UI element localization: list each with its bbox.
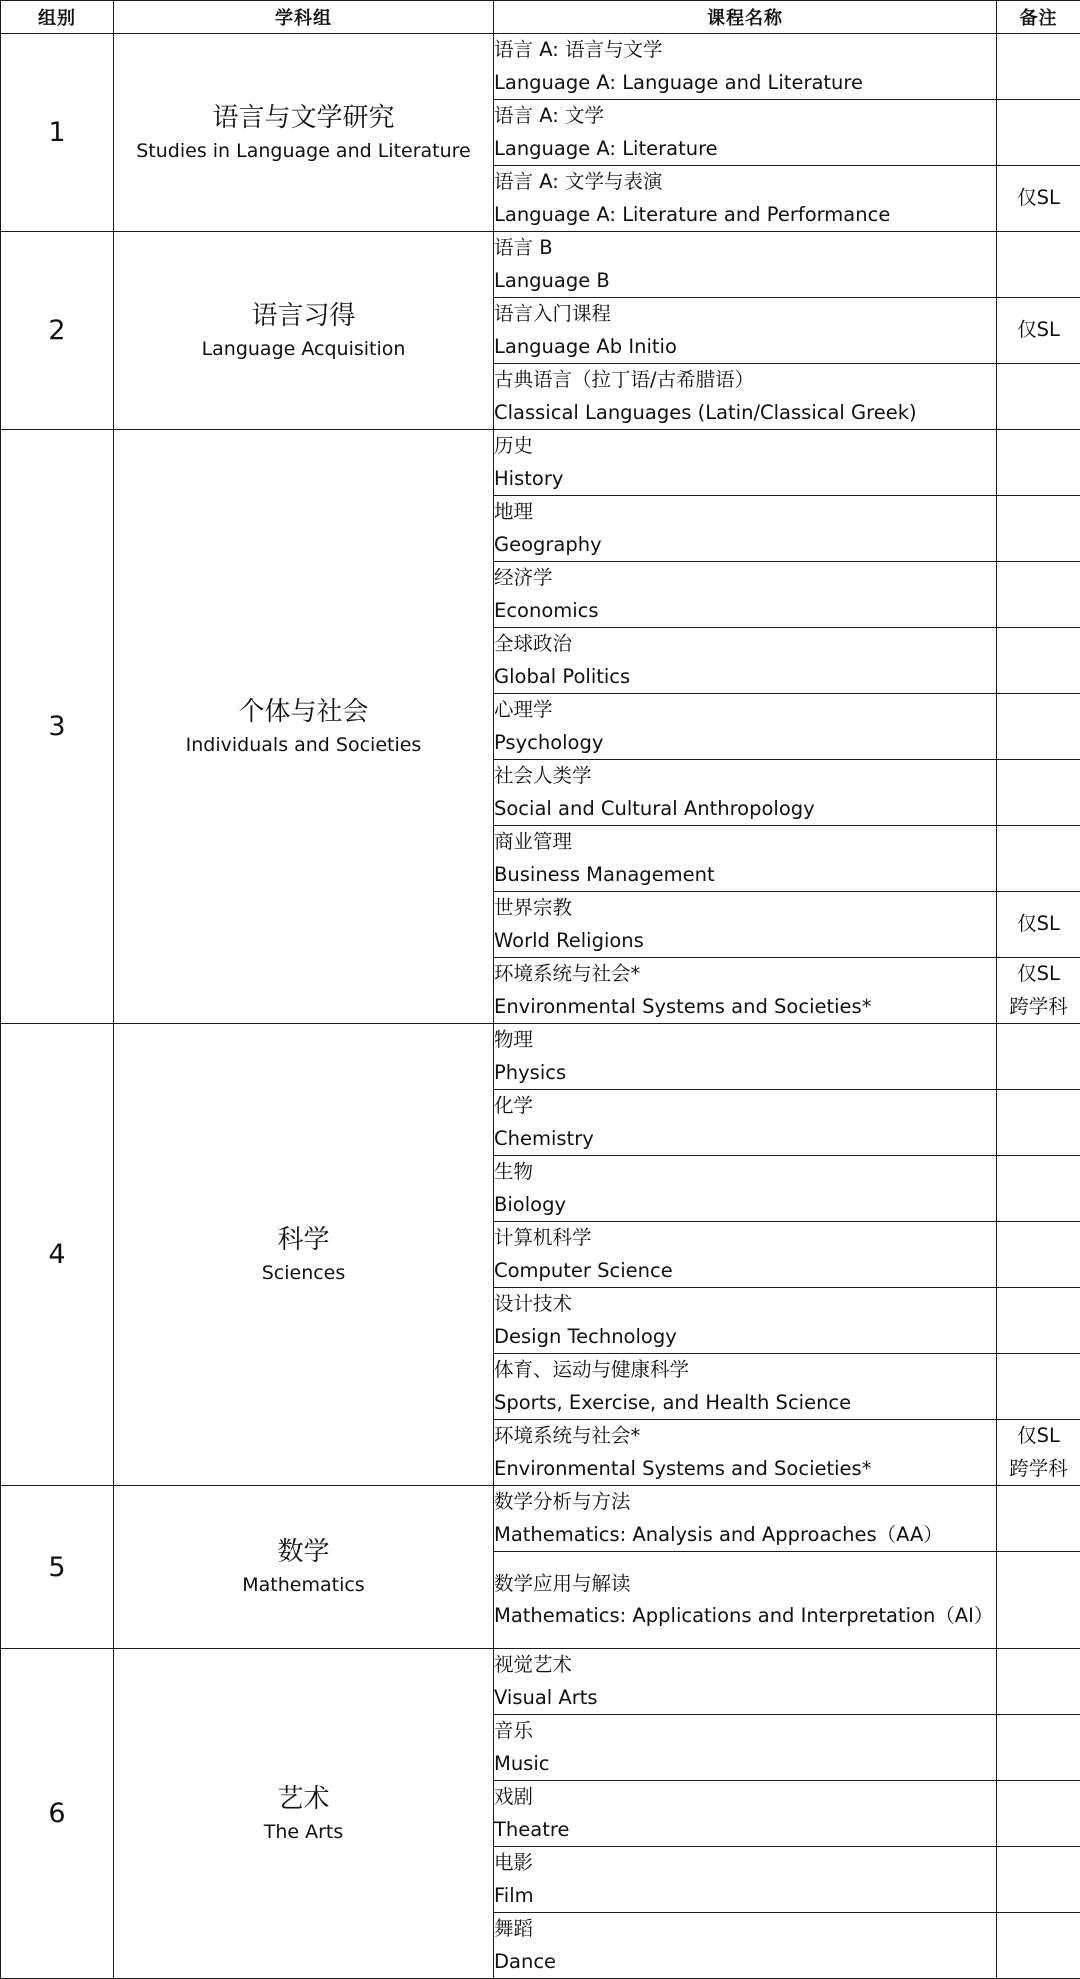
note-cell xyxy=(997,1420,1080,1486)
note-interdisciplinary: 跨学科 xyxy=(997,991,1080,1024)
course-cell xyxy=(494,826,997,892)
note-cell xyxy=(997,298,1080,364)
table-row xyxy=(1,1024,1080,1090)
course-cell xyxy=(494,1486,997,1552)
note-sl-only: 仅SL xyxy=(997,1420,1080,1453)
table-row xyxy=(1,1649,1080,1715)
note-cell xyxy=(997,364,1080,430)
note-cell xyxy=(997,1913,1080,1979)
subject-group-name-en: The Arts xyxy=(114,1817,493,1847)
note-cell xyxy=(997,1486,1080,1552)
course-cell xyxy=(494,430,997,496)
table-body xyxy=(1,34,1080,1979)
note-cell xyxy=(997,496,1080,562)
note-cell xyxy=(997,892,1080,958)
course-name-zh: 语言 A: 语言与文学 xyxy=(494,34,996,67)
course-name-en: Classical Languages (Latin/Classical Greek) xyxy=(494,397,996,430)
note-cell xyxy=(997,232,1080,298)
course-name-zh: 化学 xyxy=(494,1090,996,1123)
course-cell xyxy=(494,1847,997,1913)
note-cell xyxy=(997,1552,1080,1649)
note-cell xyxy=(997,34,1080,100)
course-cell xyxy=(494,760,997,826)
subject-group-cell xyxy=(114,34,494,232)
course-name-zh: 社会人类学 xyxy=(494,760,996,793)
course-name-zh: 心理学 xyxy=(494,694,996,727)
course-name-zh: 古典语言（拉丁语/古希腊语） xyxy=(494,364,996,397)
note-sl-only: 仅SL xyxy=(997,182,1080,215)
subject-group-name-zh: 语言与文学研究 xyxy=(114,100,493,136)
course-name-en: Sports, Exercise, and Health Science xyxy=(494,1387,996,1420)
note-cell xyxy=(997,166,1080,232)
course-name-zh: 戏剧 xyxy=(494,1781,996,1814)
subject-group-cell xyxy=(114,1486,494,1649)
subject-group-name-en: Individuals and Societies xyxy=(114,730,493,760)
note-cell xyxy=(997,1354,1080,1420)
note-cell xyxy=(997,958,1080,1024)
course-name-en: Dance xyxy=(494,1946,996,1979)
course-cell xyxy=(494,298,997,364)
course-name-en: History xyxy=(494,463,996,496)
subject-group-name-zh: 个体与社会 xyxy=(114,694,493,730)
course-name-zh: 环境系统与社会* xyxy=(494,1420,996,1453)
course-cell xyxy=(494,100,997,166)
course-name-en: Physics xyxy=(494,1057,996,1090)
header-course-name: 课程名称 xyxy=(494,1,997,34)
note-cell xyxy=(997,1715,1080,1781)
subject-group-name-zh: 数学 xyxy=(114,1534,493,1570)
subject-group-name-en: Studies in Language and Literature xyxy=(114,136,493,166)
course-name-en: Design Technology xyxy=(494,1321,996,1354)
course-name-zh: 视觉艺术 xyxy=(494,1649,996,1682)
table-row xyxy=(1,34,1080,100)
note-cell xyxy=(997,1222,1080,1288)
course-name-zh: 物理 xyxy=(494,1024,996,1057)
note-sl-only: 仅SL xyxy=(997,314,1080,347)
note-cell xyxy=(997,430,1080,496)
subject-group-name-en: Mathematics xyxy=(114,1570,493,1600)
subject-group-name-zh: 科学 xyxy=(114,1222,493,1258)
header-row xyxy=(1,1,1080,34)
note-cell xyxy=(997,1649,1080,1715)
course-name-en: Music xyxy=(494,1748,996,1781)
course-cell xyxy=(494,628,997,694)
course-name-en: Film xyxy=(494,1880,996,1913)
course-cell xyxy=(494,1156,997,1222)
note-interdisciplinary: 跨学科 xyxy=(997,1453,1080,1486)
course-cell xyxy=(494,1913,997,1979)
course-name-en: Language Ab Initio xyxy=(494,331,996,364)
course-cell xyxy=(494,1552,997,1649)
course-cell xyxy=(494,1781,997,1847)
note-cell xyxy=(997,1847,1080,1913)
course-cell xyxy=(494,1090,997,1156)
group-number: 3 xyxy=(1,430,114,1024)
course-name-en: Global Politics xyxy=(494,661,996,694)
course-cell xyxy=(494,1354,997,1420)
course-name-zh: 全球政治 xyxy=(494,628,996,661)
course-cell xyxy=(494,1024,997,1090)
course-name-en: Business Management xyxy=(494,859,996,892)
table-row xyxy=(1,1486,1080,1552)
course-cell xyxy=(494,892,997,958)
course-name-zh: 数学应用与解读 xyxy=(494,1568,996,1601)
course-cell xyxy=(494,166,997,232)
course-name-en: Visual Arts xyxy=(494,1682,996,1715)
note-cell xyxy=(997,1090,1080,1156)
course-name-zh: 世界宗教 xyxy=(494,892,996,925)
course-cell xyxy=(494,562,997,628)
group-number: 1 xyxy=(1,34,114,232)
course-cell xyxy=(494,1420,997,1486)
course-cell xyxy=(494,34,997,100)
note-cell xyxy=(997,1024,1080,1090)
group-number: 2 xyxy=(1,232,114,430)
course-name-en: Chemistry xyxy=(494,1123,996,1156)
group-number: 6 xyxy=(1,1649,114,1979)
course-name-en: World Religions xyxy=(494,925,996,958)
course-name-en: Language A: Literature and Performance xyxy=(494,199,996,232)
header-note: 备注 xyxy=(997,1,1080,34)
course-name-en: Mathematics: Analysis and Approaches（AA） xyxy=(494,1519,996,1552)
header-group: 组别 xyxy=(1,1,114,34)
subject-group-name-zh: 语言习得 xyxy=(114,298,493,334)
subject-group-name-en: Language Acquisition xyxy=(114,334,493,364)
course-name-en: Computer Science xyxy=(494,1255,996,1288)
course-name-en: Geography xyxy=(494,529,996,562)
note-cell xyxy=(997,562,1080,628)
course-cell xyxy=(494,694,997,760)
course-name-en: Mathematics: Applications and Interpretation（AI） xyxy=(494,1600,996,1633)
course-name-zh: 语言 A: 文学 xyxy=(494,100,996,133)
course-name-zh: 设计技术 xyxy=(494,1288,996,1321)
course-name-zh: 舞蹈 xyxy=(494,1913,996,1946)
subject-group-cell xyxy=(114,1024,494,1486)
course-name-en: Social and Cultural Anthropology xyxy=(494,793,996,826)
course-name-zh: 语言入门课程 xyxy=(494,298,996,331)
subject-group-cell xyxy=(114,430,494,1024)
course-name-zh: 语言 B xyxy=(494,232,996,265)
course-cell xyxy=(494,496,997,562)
course-name-en: Language A: Language and Literature xyxy=(494,67,996,100)
note-cell xyxy=(997,1781,1080,1847)
subject-group-cell xyxy=(114,232,494,430)
course-cell xyxy=(494,364,997,430)
note-cell xyxy=(997,1288,1080,1354)
course-cell xyxy=(494,1715,997,1781)
course-name-zh: 经济学 xyxy=(494,562,996,595)
course-name-zh: 历史 xyxy=(494,430,996,463)
course-name-en: Environmental Systems and Societies* xyxy=(494,991,996,1024)
note-cell xyxy=(997,100,1080,166)
note-cell xyxy=(997,1156,1080,1222)
course-cell xyxy=(494,1222,997,1288)
course-name-en: Economics xyxy=(494,595,996,628)
course-name-zh: 电影 xyxy=(494,1847,996,1880)
subject-group-cell xyxy=(114,1649,494,1979)
course-name-zh: 音乐 xyxy=(494,1715,996,1748)
note-sl-only: 仅SL xyxy=(997,908,1080,941)
subject-group-name-zh: 艺术 xyxy=(114,1781,493,1817)
course-name-zh: 计算机科学 xyxy=(494,1222,996,1255)
note-cell xyxy=(997,628,1080,694)
course-cell xyxy=(494,232,997,298)
table-row xyxy=(1,232,1080,298)
header-subject-group: 学科组 xyxy=(114,1,494,34)
course-cell xyxy=(494,1288,997,1354)
course-cell xyxy=(494,1649,997,1715)
subject-group-name-en: Sciences xyxy=(114,1258,493,1288)
course-name-zh: 地理 xyxy=(494,496,996,529)
course-name-en: Psychology xyxy=(494,727,996,760)
course-name-zh: 语言 A: 文学与表演 xyxy=(494,166,996,199)
course-name-en: Environmental Systems and Societies* xyxy=(494,1453,996,1486)
course-name-en: Language A: Literature xyxy=(494,133,996,166)
course-name-zh: 商业管理 xyxy=(494,826,996,859)
note-cell xyxy=(997,694,1080,760)
course-cell xyxy=(494,958,997,1024)
course-name-en: Biology xyxy=(494,1189,996,1222)
course-name-en: Language B xyxy=(494,265,996,298)
course-name-en: Theatre xyxy=(494,1814,996,1847)
group-number: 5 xyxy=(1,1486,114,1649)
course-name-zh: 生物 xyxy=(494,1156,996,1189)
course-name-zh: 体育、运动与健康科学 xyxy=(494,1354,996,1387)
note-sl-only: 仅SL xyxy=(997,958,1080,991)
note-cell xyxy=(997,760,1080,826)
course-name-zh: 数学分析与方法 xyxy=(494,1486,996,1519)
table-row xyxy=(1,430,1080,496)
course-name-zh: 环境系统与社会* xyxy=(494,958,996,991)
note-cell xyxy=(997,826,1080,892)
group-number: 4 xyxy=(1,1024,114,1486)
